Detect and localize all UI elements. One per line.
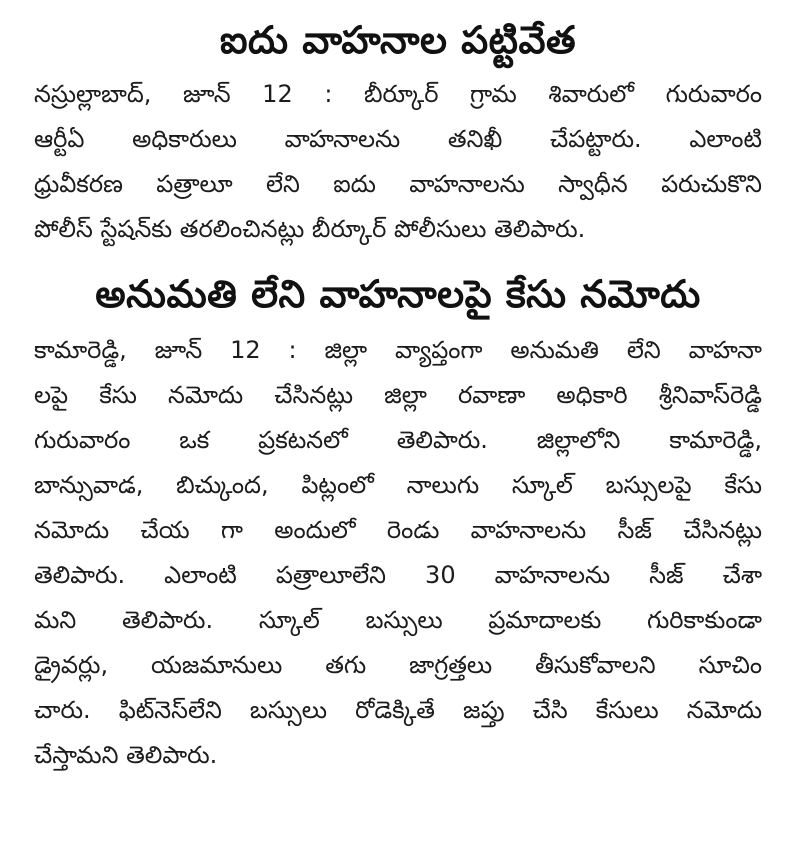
article-body-case-booked [34,328,762,778]
article-line: లపై కేసు నమోదు చేసినట్లు జిల్లా రవాణా అధికారి శ్రీనివాస్‌రెడ్డి [34,381,762,409]
article-line: ధ్రువీకరణ పత్రాలూ లేని ఐదు వాహనాలను స్వాధీన పరుచుకొని [34,170,762,198]
article-line: కామారెడ్డి, జూన్ 12 : జిల్లా వ్యాప్తంగా అనుమతి లేని వాహనా [34,336,762,364]
article-line: తెలిపారు. ఎలాంటి పత్రాలూలేని 30 వాహనాలను సీజ్ చేశా [34,561,762,589]
article-line: నస్రుల్లాబాద్, జూన్ 12 : బీర్కూర్ గ్రామ శివారులో గురువారం [34,80,762,108]
article-line: చేస్తామని తెలిపారు. [34,741,218,769]
article-line: గురువారం ఒక ప్రకటనలో తెలిపారు. జిల్లాలోని కామారెడ్డి, [34,426,762,454]
headline-vehicles-seized: ఐదు వాహనాల పట్టివేత [219,18,577,62]
article-line: మని తెలిపారు. స్కూల్ బస్సులు ప్రమాదాలకు గురికాకుండా [34,606,762,634]
article-line: ఆర్టీఏ అధికారులు వాహనాలను తనిఖీ చేపట్టారు. ఎలాంటి [34,125,762,153]
article-line: నమోదు చేయ గా అందులో రెండు వాహనాలను సీజ్ చేసినట్లు [34,516,762,544]
article-vehicles-seized [34,8,762,252]
article-line: డ్రైవర్లు, యజమానులు తగు జాగ్రత్తలు తీసుకోవాలని సూచిం [34,651,762,679]
article-case-booked [34,262,762,778]
article-body-vehicles-seized [34,72,762,252]
article-line: చారు. ఫిట్‌నెస్‌లేని బస్సులు రోడెక్కితే జప్తు చేసి కేసులు నమోదు [34,696,762,724]
article-line: బాన్సువాడ, బిచ్కుంద, పిట్లంలో నాలుగు స్కూల్ బస్సులపై కేసు [34,471,762,499]
headline-case-booked: అనుమతి లేని వాహనాలపై కేసు నమోదు [95,272,701,316]
article-line: పోలీస్ స్టేషన్‌కు తరలించినట్లు బీర్కూర్ పోలీసులు తెలిపారు. [34,215,586,243]
